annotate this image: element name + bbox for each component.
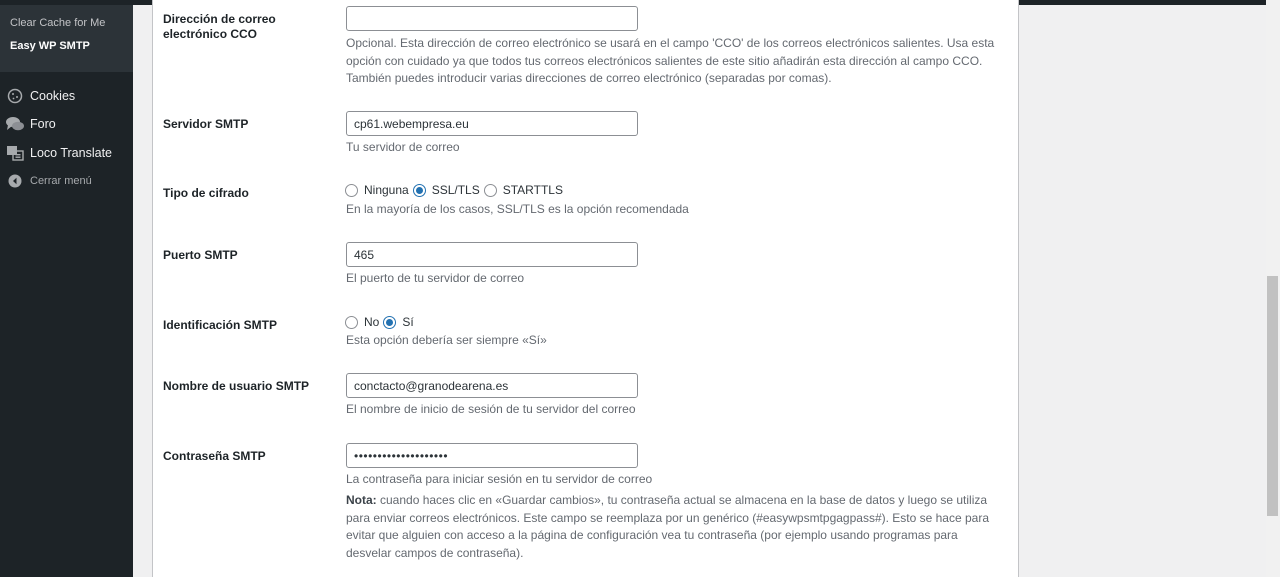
translate-icon bbox=[5, 143, 25, 163]
smtp-username-label: Nombre de usuario SMTP bbox=[163, 379, 310, 393]
encryption-ssl-tls-label[interactable]: SSL/TLS bbox=[431, 183, 480, 197]
settings-submenu bbox=[0, 5, 133, 72]
smtp-password-description: La contraseña para iniciar sesión en tu servidor de correo bbox=[346, 472, 653, 486]
smtp-auth-yes-radio[interactable] bbox=[383, 316, 396, 329]
bcc-email-input[interactable] bbox=[346, 6, 638, 31]
smtp-port-input[interactable] bbox=[346, 242, 638, 267]
note-label: Nota: bbox=[346, 493, 377, 507]
sidebar-item-label: Cookies bbox=[30, 89, 76, 103]
smtp-server-description: Tu servidor de correo bbox=[346, 140, 460, 154]
cookie-icon bbox=[5, 86, 25, 106]
smtp-port-label: Puerto SMTP bbox=[163, 248, 238, 262]
note-text: cuando haces clic en «Guardar cambios», tu contraseña actual se almacena en la base de datos y luego se utiliza para enviar correos electrónicos. Este campo se reemplaza por un genérico (#easywpsmtpgagpass#). Esto se hace para evitar que alguien con acceso a la página de configuración vea tu contraseña (por ejemplo usando programas para desvelar campos de contraseña). bbox=[346, 493, 990, 560]
smtp-server-input[interactable] bbox=[346, 111, 638, 136]
smtp-username-input[interactable] bbox=[346, 373, 638, 398]
smtp-port-description: El puerto de tu servidor de correo bbox=[346, 271, 525, 285]
smtp-auth-no-label[interactable]: No bbox=[364, 315, 380, 329]
page-scrollbar-thumb[interactable] bbox=[1267, 276, 1278, 516]
smtp-password-label: Contraseña SMTP bbox=[163, 449, 266, 463]
submenu-item-easy-wp-smtp[interactable]: Easy WP SMTP bbox=[10, 40, 90, 52]
smtp-password-input[interactable] bbox=[346, 443, 638, 468]
smtp-auth-description: Esta opción debería ser siempre «Sí» bbox=[346, 333, 547, 347]
bcc-description: Opcional. Esta dirección de correo electrónico se usará en el campo 'CCO' de los correos electrónicos salientes. Usa esta opción con cuidado ya que todos tus correos electrónicos salientes de este sitio añadirán esta dirección al campo CCO. También puedes introducir varias direcciones de correo electrónico (separadas por comas). bbox=[346, 36, 995, 85]
encryption-ssl-tls-radio[interactable] bbox=[413, 184, 426, 197]
sidebar-item-cookies[interactable] bbox=[0, 83, 133, 109]
sidebar-item-loco-translate[interactable] bbox=[0, 140, 133, 166]
smtp-username-description: El nombre de inicio de sesión de tu servidor del correo bbox=[346, 402, 636, 416]
smtp-password-note bbox=[346, 492, 996, 562]
admin-sidebar bbox=[0, 0, 133, 577]
submenu-item-clear-cache[interactable]: Clear Cache for Me bbox=[10, 17, 106, 29]
smtp-auth-yes-label[interactable]: Sí bbox=[402, 315, 414, 329]
collapse-arrow-icon bbox=[5, 171, 25, 191]
smtp-auth-radio-group bbox=[345, 315, 418, 329]
encryption-label: Tipo de cifrado bbox=[163, 186, 249, 200]
encryption-none-radio[interactable] bbox=[345, 184, 358, 197]
bcc-label: Dirección de correo electrónico CCO bbox=[163, 12, 276, 41]
sidebar-item-label: Loco Translate bbox=[30, 146, 112, 160]
smtp-server-label: Servidor SMTP bbox=[163, 117, 249, 131]
encryption-none-label[interactable]: Ninguna bbox=[364, 183, 409, 197]
sidebar-item-foro[interactable] bbox=[0, 111, 133, 137]
encryption-radio-group bbox=[345, 183, 567, 197]
sidebar-item-label: Cerrar menú bbox=[30, 175, 92, 187]
sidebar-item-label: Foro bbox=[30, 117, 56, 131]
encryption-starttls-radio[interactable] bbox=[484, 184, 497, 197]
collapse-menu-button[interactable] bbox=[0, 168, 133, 194]
smtp-auth-label: Identificación SMTP bbox=[163, 318, 278, 332]
smtp-auth-no-radio[interactable] bbox=[345, 316, 358, 329]
chat-bubbles-icon bbox=[5, 114, 25, 134]
encryption-starttls-label[interactable]: STARTTLS bbox=[502, 183, 563, 197]
encryption-description: En la mayoría de los casos, SSL/TLS es la opción recomendada bbox=[346, 202, 689, 216]
